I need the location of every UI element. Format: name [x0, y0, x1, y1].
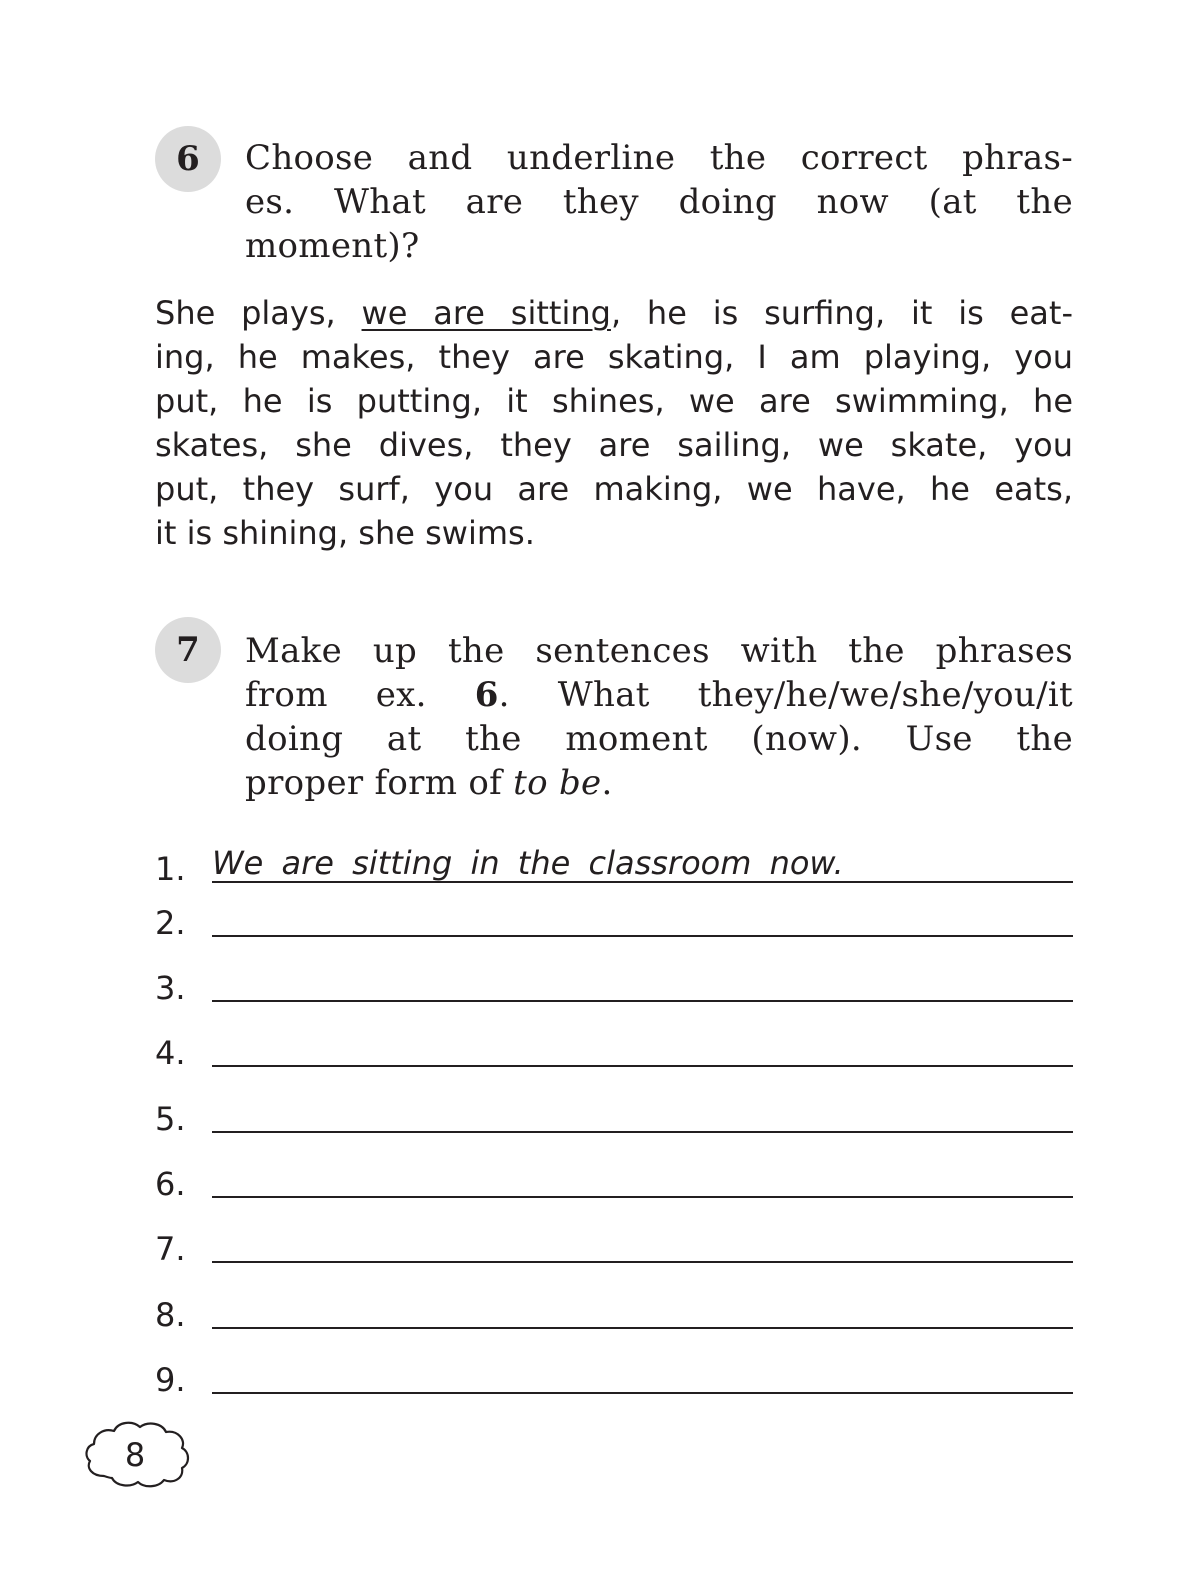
instruction-line: Choose and underline the correct phras-	[245, 138, 1073, 178]
answer-number: 5.	[155, 1100, 186, 1138]
instruction-line: moment)?	[245, 226, 420, 266]
answer-number: 3.	[155, 969, 186, 1007]
answer-number: 7.	[155, 1230, 186, 1268]
answer-writing-line[interactable]	[212, 1196, 1073, 1198]
answer-row	[155, 954, 1073, 1007]
phrase-line: put, he is putting, it shines, we are swimming, he	[155, 382, 1073, 420]
answer-writing-line[interactable]	[212, 1131, 1073, 1133]
phrase-line: ing, he makes, they are skating, I am playing, you	[155, 338, 1073, 376]
instruction-line: Make up the sentences with the phrases	[245, 631, 1073, 671]
answer-row	[155, 1215, 1073, 1268]
answer-row	[155, 1346, 1073, 1399]
answer-row	[155, 1085, 1073, 1138]
answer-row	[155, 1019, 1073, 1072]
phrase-line: put, they surf, you are making, we have, he eats,	[155, 470, 1073, 508]
phrase-line: it is shining, she swims.	[155, 514, 535, 552]
exercise-reference: 6	[474, 675, 499, 715]
answer-number: 1.	[155, 850, 186, 888]
answer-row	[155, 835, 1073, 888]
instruction-line: doing at the moment (now). Use the	[245, 719, 1073, 759]
instruction-line: from ex. 6. What they/he/we/she/you/it	[245, 675, 1073, 715]
instruction-line: es. What are they doing now (at the	[245, 182, 1073, 222]
answer-row	[155, 889, 1073, 942]
exercise-7-instruction	[245, 629, 1073, 805]
answer-number: 4.	[155, 1034, 186, 1072]
phrase-line: She plays, we are sitting, he is surfing, it is eat-	[155, 294, 1074, 332]
exercise-7-number-badge: 7	[155, 617, 221, 683]
page-number: 8	[124, 1436, 146, 1474]
answer-row	[155, 1281, 1073, 1334]
answer-text: We are sitting in the classroom now.	[212, 844, 844, 882]
instruction-line: proper form of to be.	[245, 763, 613, 803]
exercise-6-instruction	[245, 136, 1073, 268]
exercise-6-number-badge: 6	[155, 126, 221, 192]
answer-number: 9.	[155, 1361, 186, 1399]
answer-row	[155, 1150, 1073, 1203]
answer-number: 8.	[155, 1296, 186, 1334]
answer-writing-line[interactable]	[212, 1000, 1073, 1002]
answer-writing-line[interactable]	[212, 1392, 1073, 1394]
phrase-line: skates, she dives, they are sailing, we skate, you	[155, 426, 1073, 464]
underlined-example-phrase: we are sitting	[361, 294, 611, 332]
grammar-term: to be	[513, 763, 602, 803]
answer-writing-line[interactable]	[212, 1065, 1073, 1067]
answer-writing-line[interactable]	[212, 935, 1073, 937]
answer-writing-line[interactable]	[212, 1327, 1073, 1329]
answer-writing-line[interactable]	[212, 1261, 1073, 1263]
answer-number: 6.	[155, 1165, 186, 1203]
answer-number: 2.	[155, 904, 186, 942]
exercise-6-phrase-list	[155, 291, 1073, 555]
